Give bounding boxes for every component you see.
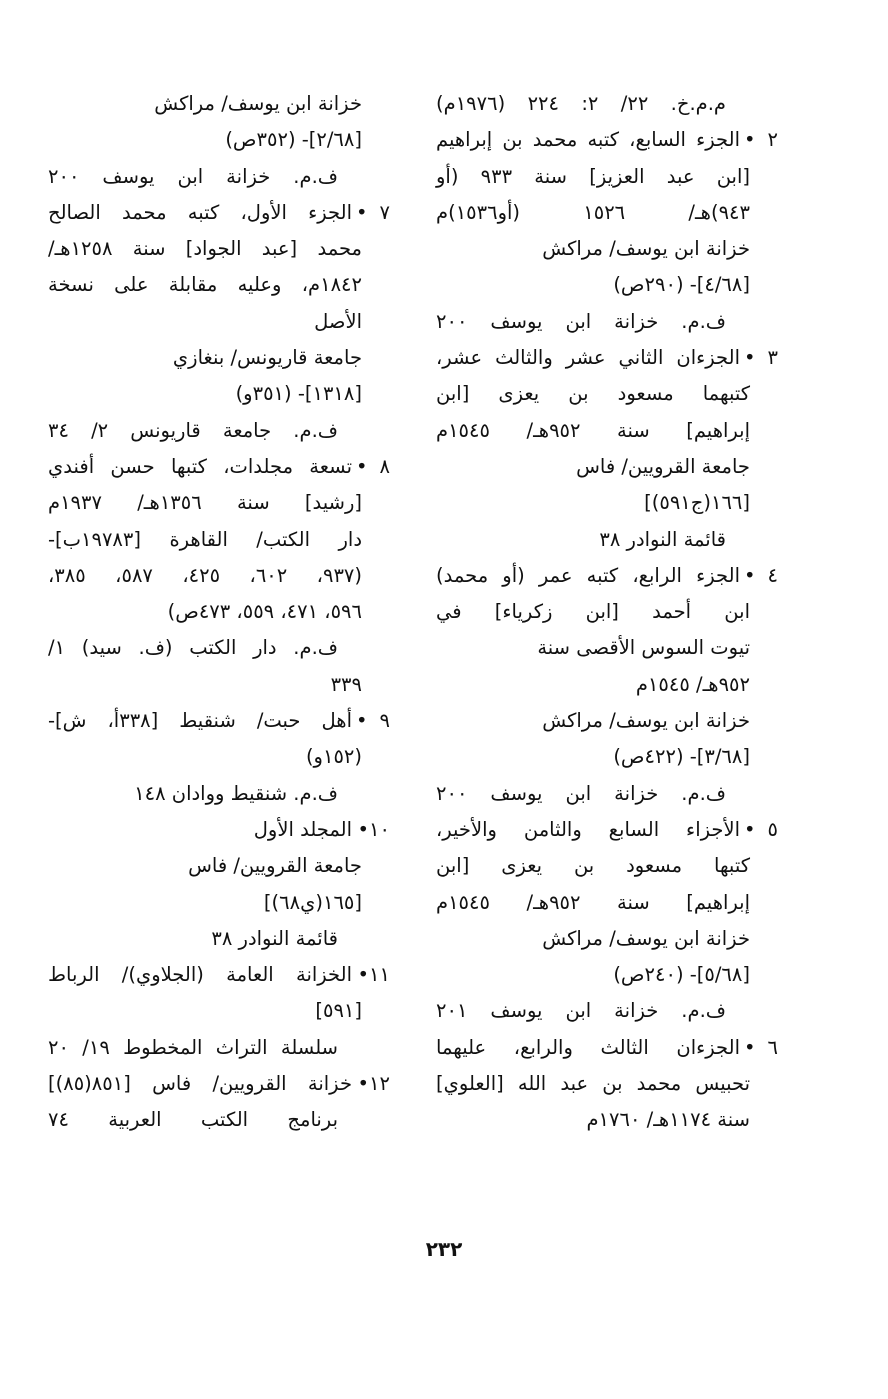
page-number: ٢٣٢: [425, 1237, 463, 1261]
entry-number: ٣ •: [744, 346, 778, 370]
entry-number: ٨ •: [356, 454, 390, 478]
entry-heading-line: [48, 449, 388, 485]
entry-continuation-line: ابن أحمد [ابن زكرياء] في: [436, 600, 750, 624]
entry-continuation-line: ٩٤٣)هـ/ ١٥٢٦ (أو١٥٣٦)م: [436, 200, 750, 224]
source-reference-line: ف.م. خزانة ابن يوسف ٢٠١: [436, 999, 726, 1023]
entry-continuation-line: [رشيد] سنة ١٣٥٦هـ/ ١٩٣٧م: [48, 491, 362, 515]
entry-continuation-line: إبراهيم] سنة ٩٥٢هـ/ ١٥٤٥م: [436, 418, 750, 442]
entry-continuation-line: جامعة القرويين/ فاس: [576, 454, 750, 478]
source-reference-line: ف.م. خزانة ابن يوسف ٢٠٠: [436, 781, 726, 805]
entry-continuation-line: (٩٣٧، ٦٠٢، ٤٢٥، ٥٨٧، ٣٨٥،: [48, 563, 363, 587]
entry-continuation-line: تيوت السوس الأقصى سنة: [537, 636, 750, 660]
entry-continuation-line: دار الكتب/ القاهرة [١٩٧٨٣ب]-: [48, 527, 362, 551]
entry-heading-line: [48, 703, 388, 739]
entry-continuation-line: [١٦٥(ي٦٨)]: [263, 890, 362, 914]
entry-continuation-line: (١٥٢و): [305, 745, 362, 769]
entry-number: ٧ •: [356, 200, 390, 224]
source-reference-line: ف.م. جامعة قاريونس ٢/ ٣٤: [48, 418, 338, 442]
entry-text: الخزانة العامة (الجلاوي)/ الرباط: [48, 963, 352, 987]
entry-continuation-line: خزانة ابن يوسف/ مراكش: [542, 237, 750, 261]
entry-text: المجلد الأول: [253, 817, 352, 841]
entry-continuation-line: ١٨٤٢م، وعليه مقابلة على نسخة: [48, 273, 362, 297]
source-reference-line: ف.م. شنقيط ووادان ١٤٨: [134, 781, 338, 805]
entry-continuation-line: [١٦٦(ج٥٩١)]: [644, 491, 750, 515]
entry-continuation-line: كتبهما مسعود بن يعزى [ابن: [436, 382, 750, 406]
entry-continuation-line: إبراهيم] سنة ٩٥٢هـ/ ١٥٤٥م: [436, 890, 750, 914]
entry-continuation-line: جامعة القرويين/ فاس: [188, 854, 362, 878]
entry-heading-line: [436, 558, 776, 594]
source-reference-line: ف.م. دار الكتب (ف. سيد) ١/: [48, 636, 338, 660]
right-column: [436, 86, 776, 1139]
left-column: [48, 86, 388, 1139]
source-reference-line: ف.م. خزانة ابن يوسف ٢٠٠: [48, 164, 338, 188]
entry-continuation-line: جامعة قاريونس/ بنغازي: [172, 346, 362, 370]
entry-text: الجزء السابع، كتبه محمد بن إبراهيم: [436, 128, 740, 152]
entry-heading-line: [48, 1066, 388, 1102]
entry-text: خزانة القرويين/ فاس [٨٥١(٨٥)]: [48, 1072, 352, 1096]
entry-number: ٦ •: [744, 1035, 778, 1059]
entry-continuation-line: [٥/٦٨]- (٢٤٠ص): [613, 963, 750, 987]
entry-continuation-line: خزانة ابن يوسف/ مراكش: [542, 709, 750, 733]
entry-continuation-line: الأصل: [314, 309, 362, 333]
entry-continuation-line: [٣/٦٨]- (٤٢٢ص): [613, 745, 750, 769]
entry-continuation-line: خزانة ابن يوسف/ مراكش: [542, 926, 750, 950]
source-reference-line: قائمة النوادر ٣٨: [599, 527, 726, 551]
entry-number: ٢ •: [744, 128, 778, 152]
entry-text: تسعة مجلدات، كتبها حسن أفندي: [48, 454, 352, 478]
entry-heading-line: [436, 340, 776, 376]
entry-continuation-line: [٥٩١]: [315, 999, 362, 1023]
entry-number: ٥ •: [744, 817, 778, 841]
entry-continuation-line: تحبيس محمد بن عبد الله [العلوي]: [436, 1072, 750, 1096]
entry-text: الجزء الرابع، كتبه عمر (أو محمد): [436, 563, 740, 587]
entry-continuation-line: [٤/٦٨]- (٢٩٠ص): [613, 273, 750, 297]
entry-continuation-line: [ابن عبد العزيز] سنة ٩٣٣ (أو: [436, 164, 751, 188]
entry-number: ٩ •: [356, 709, 390, 733]
entry-heading-line: [48, 957, 388, 993]
entry-number: ١٠•: [357, 817, 390, 841]
entry-heading-line: [436, 122, 776, 158]
entry-text: الجزء الأول، كتبه محمد الصالح: [48, 200, 352, 224]
entry-continuation-line: ٣٣٩: [330, 672, 362, 696]
entry-heading-line: [48, 195, 388, 231]
entry-continuation-line: كتبها مسعود بن يعزى [ابن: [436, 854, 750, 878]
entry-number: ١١•: [357, 963, 390, 987]
source-reference-line: قائمة النوادر ٣٨: [211, 926, 338, 950]
entry-text: الأجزاء السابع والثامن والأخير،: [436, 817, 740, 841]
entry-heading-line: [48, 812, 388, 848]
entry-continuation-line: خزانة ابن يوسف/ مراكش: [154, 92, 362, 115]
entry-continuation-line: ٥٩٦، ٤٧١، ٥٥٩، ٤٧٣ص): [167, 600, 362, 624]
source-reference-line: ف.م. خزانة ابن يوسف ٢٠٠: [436, 309, 726, 333]
entry-text: الجزءان الثاني عشر والثالث عشر،: [436, 346, 740, 370]
entry-heading-line: [436, 1030, 776, 1066]
entry-continuation-line: سنة ١١٧٤هـ/ ١٧٦٠م: [586, 1108, 750, 1132]
entry-text: الجزءان الثالث والرابع، عليهما: [436, 1035, 740, 1059]
entry-continuation-line: [٢/٦٨]- (٣٥٢ص): [225, 128, 362, 152]
source-reference-line: م.م.خ. ٢٢/ ٢: ٢٢٤ (١٩٧٦م): [436, 92, 726, 115]
source-reference-line: برنامج الكتب العربية ٧٤: [48, 1108, 338, 1132]
entry-continuation-line: [١٣١٨]- (٣٥١و): [235, 382, 362, 406]
entry-continuation-line: محمد [عبد الجواد] سنة ١٢٥٨هـ/: [48, 237, 362, 261]
entry-heading-line: [436, 812, 776, 848]
entry-text: أهل حبت/ شنقيط [٣٣٨أ، ش]-: [48, 709, 353, 733]
entry-number: ١٢•: [357, 1072, 390, 1096]
source-reference-line: سلسلة التراث المخطوط ١٩/ ٢٠: [48, 1035, 338, 1059]
entry-continuation-line: ٩٥٢هـ/ ١٥٤٥م: [635, 672, 750, 696]
entry-number: ٤ •: [744, 563, 778, 587]
